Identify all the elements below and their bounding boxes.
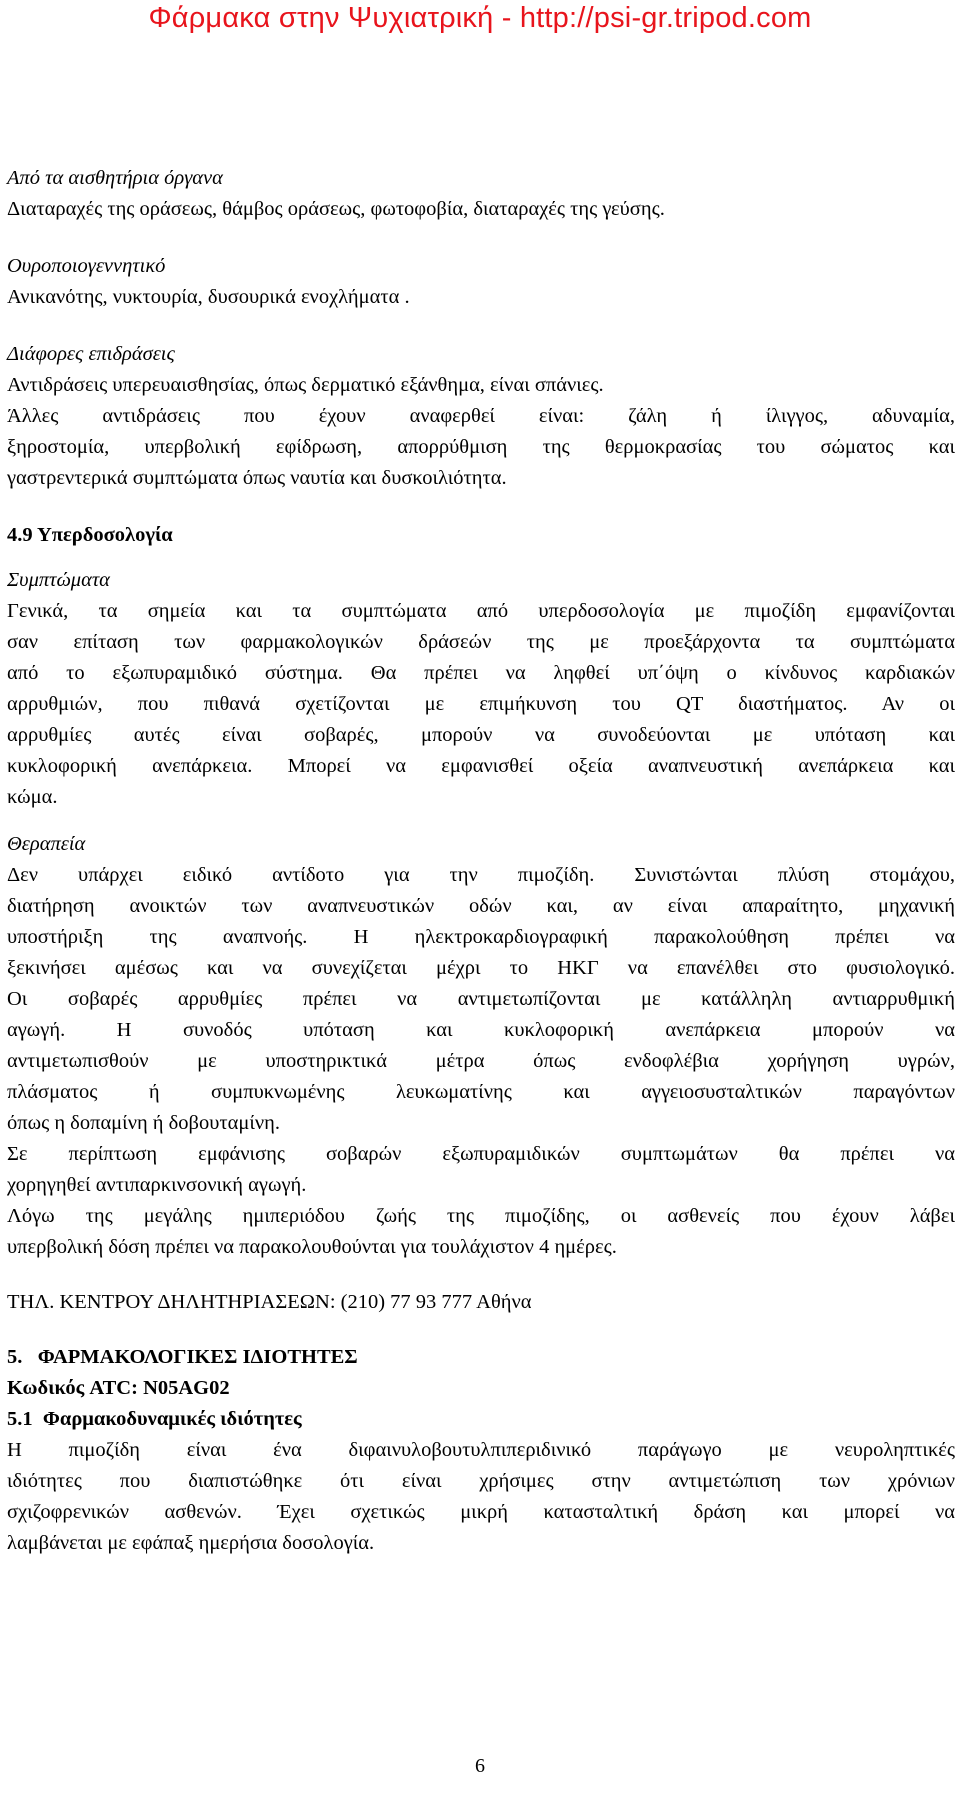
paragraph-line: Η πιμοζίδη είναι ένα διφαινυλοβουτυλπιπεριδινικό παράγωγο με νευροληπτικές: [7, 1439, 955, 1461]
paragraph-senses: Διαταραχές της οράσεως, θάμβος οράσεως, φωτοφοβία, διαταραχές της γεύσης.: [7, 198, 665, 220]
paragraph-line: Σε περίπτωση εμφάνισης σοβαρών εξωπυραμιδικών συμπτωμάτων θα πρέπει να: [7, 1143, 955, 1165]
paragraph-line: γαστρεντερικά συμπτώματα όπως ναυτία και δυσκοιλιότητα.: [7, 467, 507, 489]
paragraph-line: λαμβάνεται με εφάπαξ ημερήσια δοσολογία.: [7, 1532, 375, 1554]
paragraph-line: όπως η δοπαμίνη ή δοβουταμίνη.: [7, 1112, 280, 1134]
paragraph-line: Οι σοβαρές αρρυθμίες πρέπει να αντιμετωπίζονται με κατάλληλη αντιαρρυθμική: [7, 988, 955, 1010]
paragraph-line: Λόγω της μεγάλης ημιπεριόδου ζωής της πιμοζίδης, οι ασθενείς που έχουν λάβει: [7, 1205, 955, 1227]
paragraph-line: αρρυθμιών, που πιθανά σχετίζονται με επιμήκυνση του QT διαστήματος. Αν οι: [7, 693, 955, 715]
page-number: 6: [475, 1755, 485, 1777]
paragraph-line: από το εξωπυραμιδικό σύστημα. Θα πρέπει να ληφθεί υπ΄όψη ο κίνδυνος καρδιακών: [7, 662, 955, 684]
paragraph-line: χορηγηθεί αντιπαρκινσονική αγωγή.: [7, 1174, 307, 1196]
section-heading-urogenital: Ουροποιογεννητικό: [7, 255, 166, 277]
paragraph-line: ξηροστομία, υπερβολική εφίδρωση, απορρύθμιση της θερμοκρασίας του σώματος και: [7, 436, 955, 458]
paragraph-line: αγωγή. Η συνοδός υπόταση και κυκλοφορική ανεπάρκεια μπορούν να: [7, 1019, 955, 1041]
section-heading-pharmacology: 5. ΦΑΡΜΑΚΟΛΟΓΙΚΕΣ ΙΔΙΟΤΗΤΕΣ: [7, 1346, 358, 1368]
paragraph-line: Γενικά, τα σημεία και τα συμπτώματα από υπερδοσολογία με πιμοζίδη εμφανίζονται: [7, 600, 955, 622]
paragraph-line: αρρυθμίες αυτές είναι σοβαρές, μπορούν να συνοδεύονται με υπόταση και: [7, 724, 955, 746]
section-heading-misc: Διάφορες επιδράσεις: [7, 343, 175, 365]
paragraph-line: ιδιότητες που διαπιστώθηκε ότι είναι χρήσιμες στην αντιμετώπιση των χρόνιων: [7, 1470, 955, 1492]
poison-center-phone: ΤΗΛ. ΚΕΝΤΡΟΥ ΔΗΛΗΤΗΡΙΑΣΕΩΝ: (210) 77 93 777 Αθήνα: [7, 1291, 532, 1313]
document-body: [7, 163, 955, 1559]
paragraph-line: υπερβολική δόση πρέπει να παρακολουθούνται για τουλάχιστον 4 ημέρες.: [7, 1236, 617, 1258]
atc-code: Κωδικός ATC: N05AG02: [7, 1377, 230, 1399]
paragraph-urogenital: Ανικανότης, νυκτουρία, δυσουρικά ενοχλήματα .: [7, 286, 410, 308]
subheading-therapy: Θεραπεία: [7, 833, 86, 855]
paragraph-line: Δεν υπάρχει ειδικό αντίδοτο για την πιμοζίδη. Συνιστώνται πλύση στομάχου,: [7, 864, 955, 886]
paragraph-line: διατήρηση ανοικτών των αναπνευστικών οδών και, αν είναι απαραίτητο, μηχανική: [7, 895, 955, 917]
paragraph-line: υποστήριξη της αναπνοής. Η ηλεκτροκαρδιογραφική παρακολούθηση πρέπει να: [7, 926, 955, 948]
section-heading-overdose: 4.9 Υπερδοσολογία: [7, 524, 173, 546]
subheading-symptoms: Συμπτώματα: [7, 569, 110, 591]
paragraph-line: κώμα.: [7, 786, 58, 808]
subheading-pharmacodynamics: 5.1 Φαρμακοδυναμικές ιδιότητες: [7, 1408, 302, 1430]
paragraph-line: σχιζοφρενικών ασθενών. Έχει σχετικώς μικρή κατασταλτική δράση και μπορεί να: [7, 1501, 955, 1523]
paragraph-line: Άλλες αντιδράσεις που έχουν αναφερθεί είναι: ζάλη ή ίλιγγος, αδυναμία,: [7, 405, 955, 427]
page-header-title: Φάρμακα στην Ψυχιατρική - http://psi-gr.tripod.com: [148, 2, 812, 34]
paragraph-line: σαν επίταση των φαρμακολογικών δράσεών της με προεξάρχοντα τα συμπτώματα: [7, 631, 955, 653]
paragraph-line: ξεκινήσει αμέσως και να συνεχίζεται μέχρι το ΗΚΓ να επανέλθει στο φυσιολογικό.: [7, 957, 955, 979]
paragraph-line: Αντιδράσεις υπερευαισθησίας, όπως δερματικό εξάνθημα, είναι σπάνιες.: [7, 374, 604, 396]
paragraph-line: κυκλοφορική ανεπάρκεια. Μπορεί να εμφανισθεί οξεία αναπνευστική ανεπάρκεια και: [7, 755, 955, 777]
paragraph-line: αντιμετωπισθούν με υποστηρικτικά μέτρα όπως ενδοφλέβια χορήγηση υγρών,: [7, 1050, 955, 1072]
paragraph-line: πλάσματος ή συμπυκνωμένης λευκωματίνης και αγγειοσυσταλτικών παραγόντων: [7, 1081, 955, 1103]
section-heading-senses: Από τα αισθητήρια όργανα: [7, 167, 223, 189]
